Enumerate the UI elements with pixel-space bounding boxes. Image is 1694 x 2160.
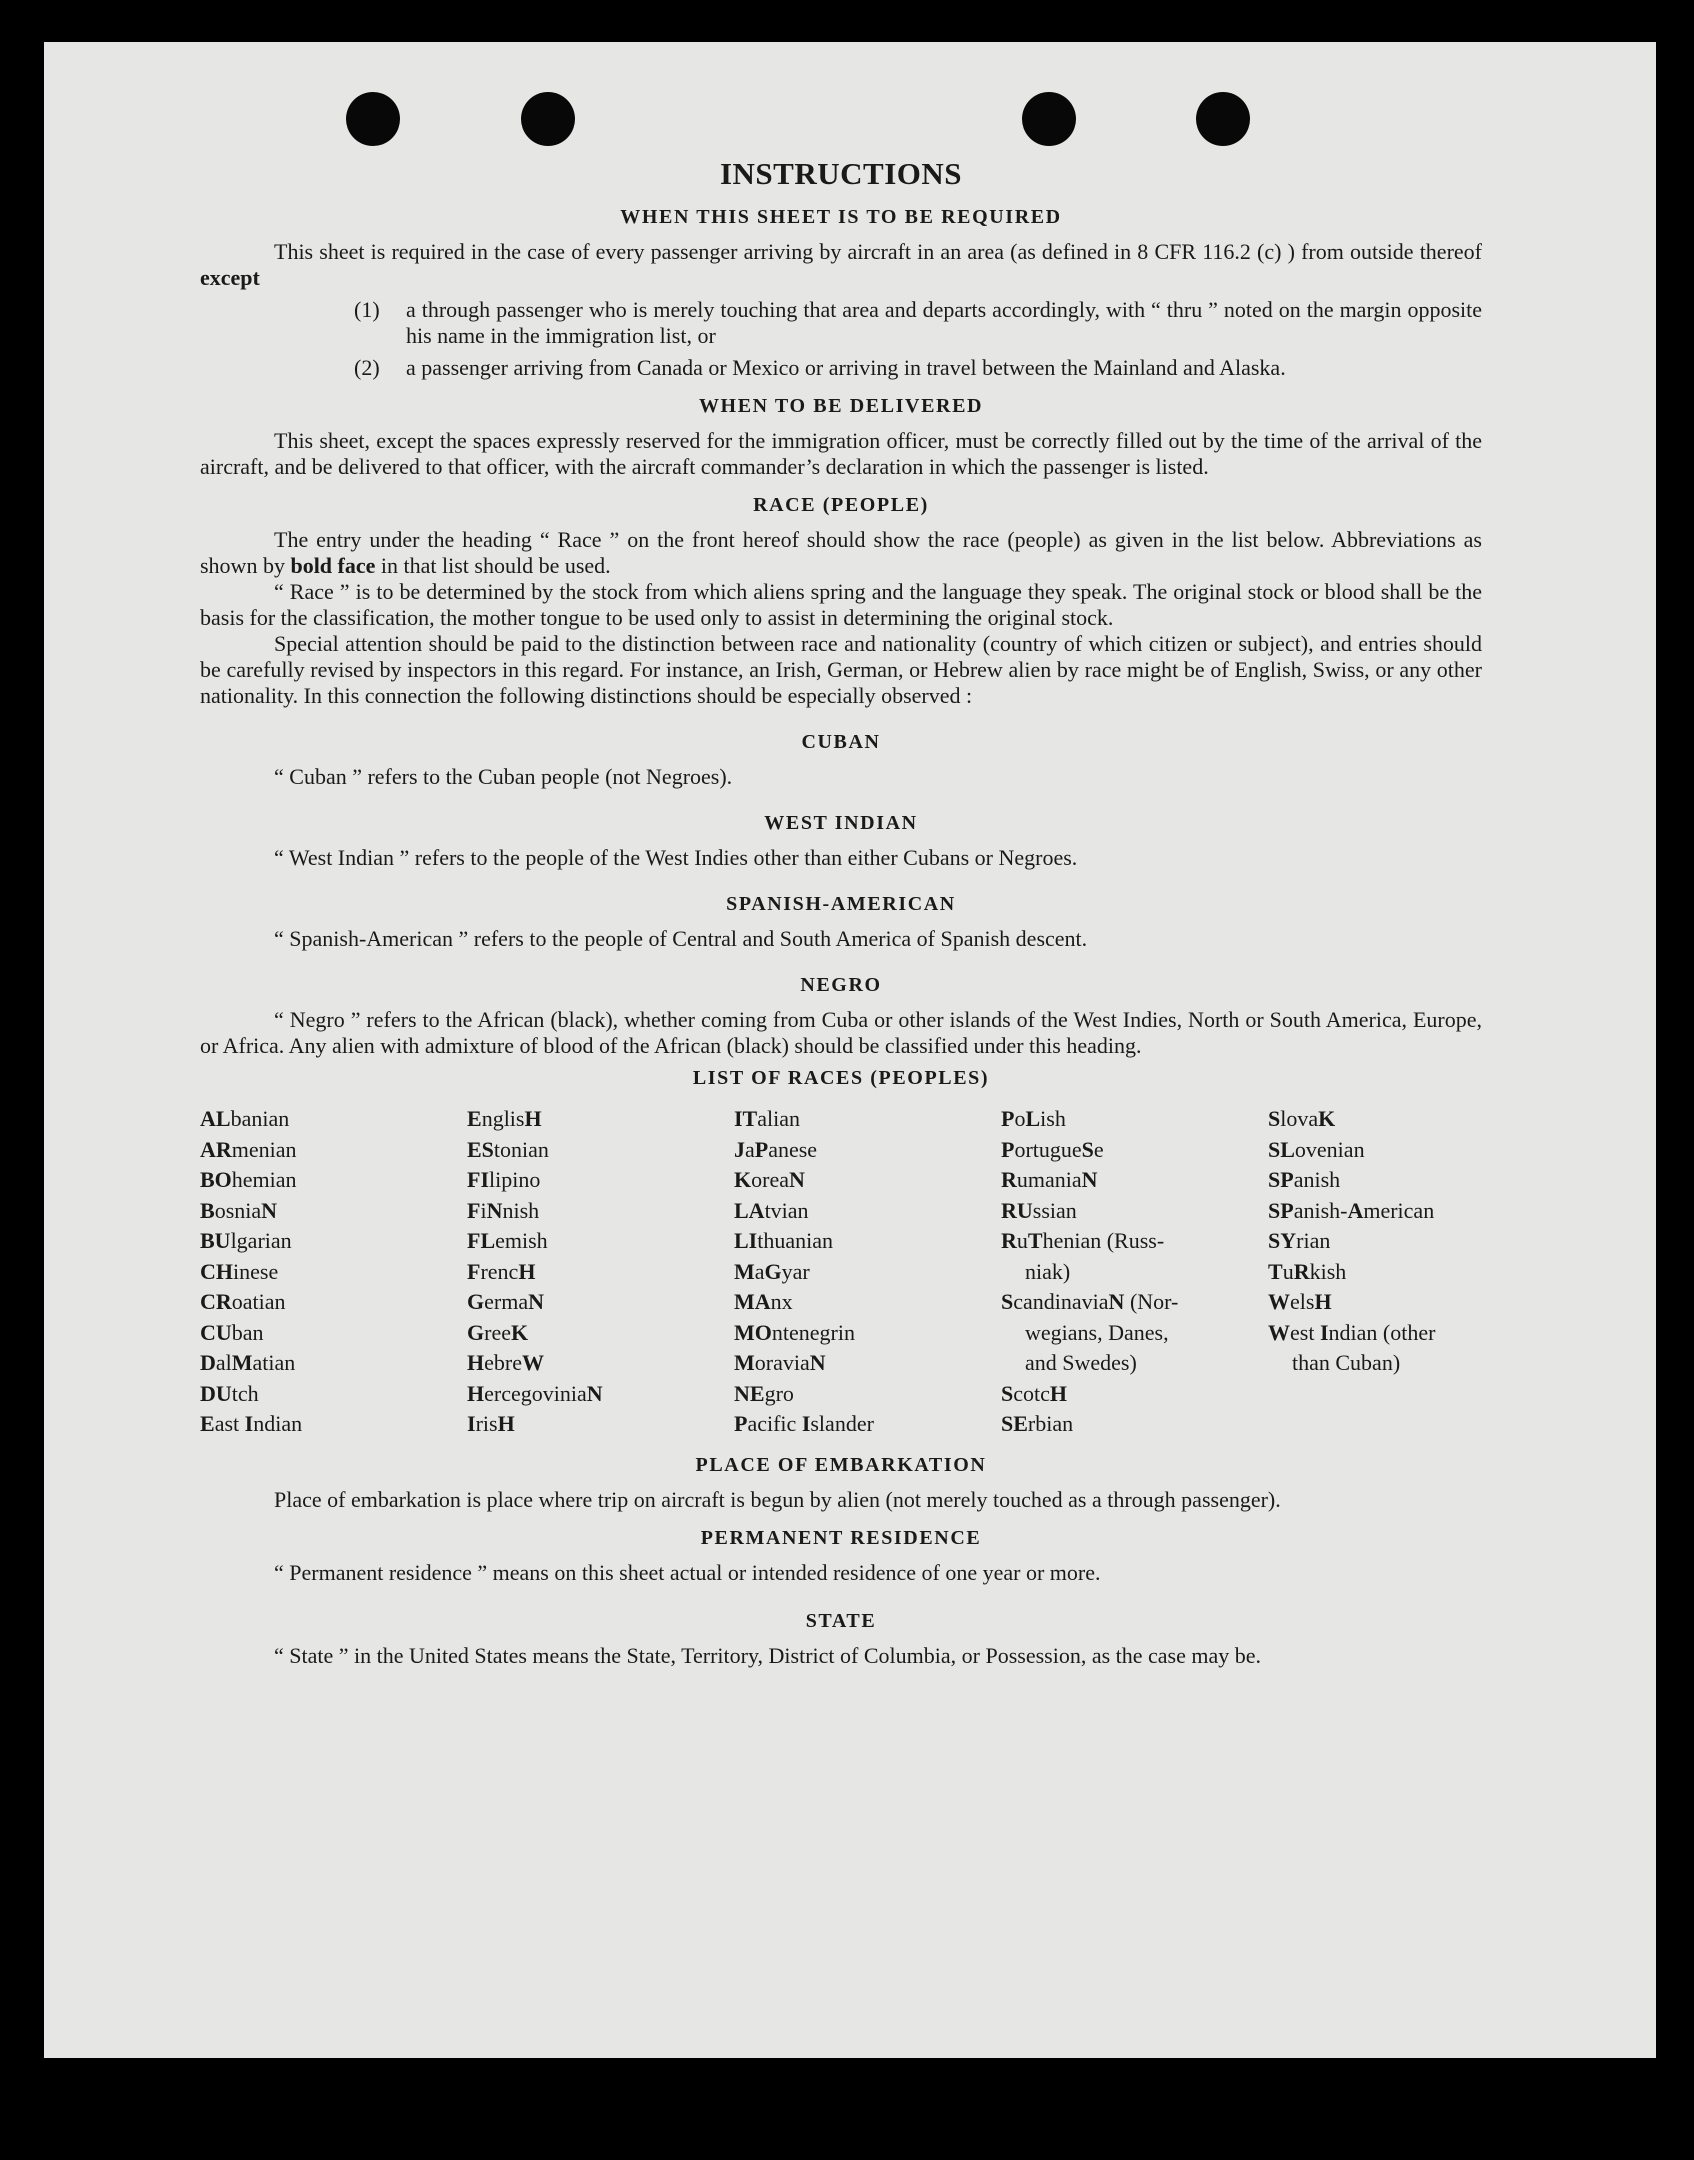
- race-abbreviation: F: [467, 1258, 481, 1284]
- race-entry: [200, 1104, 467, 1135]
- race-entry: [1268, 1135, 1482, 1166]
- race-text: al: [215, 1350, 232, 1375]
- race-text: and Swedes): [1025, 1350, 1137, 1375]
- race-entry: [734, 1226, 1001, 1257]
- race-column: [1268, 1104, 1482, 1440]
- section-heading-required: WHEN THIS SHEET IS TO BE REQUIRED: [620, 206, 1062, 228]
- race-text: hemian: [231, 1167, 297, 1192]
- race-text: alian: [757, 1106, 801, 1131]
- race-abbreviation: N: [586, 1380, 603, 1406]
- race-entry: [1268, 1165, 1482, 1196]
- race-entry: [467, 1348, 734, 1379]
- race-abbreviation: H: [518, 1258, 536, 1284]
- race-text: ortugue: [1014, 1136, 1082, 1162]
- emphasis-bold-face: bold face: [290, 553, 376, 578]
- race-text: oatian: [231, 1289, 286, 1314]
- race-text: ban: [231, 1319, 264, 1345]
- race-entry: [200, 1135, 467, 1166]
- race-abbreviation: MA: [734, 1289, 771, 1314]
- item-text: a through passenger who is merely touching that area and departs accordingly, with “ thru ” noted on the margin opposite his name in the immigration list, or: [406, 297, 1482, 348]
- section-heading-race: RACE (PEOPLE): [753, 494, 929, 516]
- race-text: e: [1093, 1136, 1104, 1162]
- race-abbreviation: N: [788, 1167, 805, 1192]
- race-abbreviation: H: [524, 1106, 542, 1131]
- race-abbreviation: I: [1319, 1319, 1329, 1345]
- race-text: ast: [214, 1411, 245, 1436]
- race-column: [200, 1104, 467, 1440]
- race-entry: [1268, 1287, 1482, 1318]
- race-entry: [467, 1287, 734, 1318]
- race-text: rian: [1296, 1228, 1331, 1253]
- race-abbreviation: E: [467, 1106, 482, 1131]
- paragraph-negro: “ Negro ” refers to the African (black), whether coming from Cuba or other islands of the West Indies, North or South America, Europe, or Africa. Any alien with admixture of blood of the African (black) should be classified under this heading.: [200, 1007, 1482, 1058]
- race-entry: [734, 1379, 1001, 1410]
- race-entry: [467, 1379, 734, 1410]
- race-abbreviation: S: [1081, 1136, 1094, 1162]
- race-abbreviation: H: [1049, 1380, 1068, 1406]
- race-text: tvian: [764, 1197, 809, 1223]
- race-entry: [467, 1409, 734, 1440]
- emphasis-except: except: [200, 265, 260, 290]
- race-text: erma: [484, 1289, 529, 1314]
- race-entry: [467, 1104, 734, 1135]
- race-abbreviation: S: [1001, 1380, 1014, 1406]
- race-text: ish: [1040, 1106, 1066, 1131]
- race-abbreviation: P: [734, 1411, 748, 1436]
- race-abbreviation: E: [200, 1411, 215, 1436]
- race-abbreviation: AR: [200, 1136, 232, 1162]
- race-text: ndian: [253, 1411, 303, 1436]
- race-text: merican: [1363, 1197, 1435, 1223]
- race-abbreviation: N: [528, 1289, 544, 1314]
- race-abbreviation: M: [231, 1350, 253, 1375]
- race-text: kish: [1309, 1258, 1347, 1284]
- race-entry: [734, 1287, 1001, 1318]
- race-abbreviation: W: [521, 1350, 544, 1375]
- race-text: wegians, Danes,: [1025, 1319, 1169, 1345]
- section-heading-residence: PERMANENT RESIDENCE: [700, 1526, 982, 1549]
- race-entry: [200, 1318, 467, 1349]
- race-text: tonian: [493, 1136, 549, 1162]
- section-heading-negro: NEGRO: [800, 974, 882, 996]
- paragraph-race-2: “ Race ” is to be determined by the stock from which aliens spring and the language they speak. The original stock or blood shall be the basis for the classification, the mother tongue to be used only to assist in determining the original stock.: [200, 579, 1482, 630]
- race-text: banian: [230, 1106, 290, 1131]
- race-text: lgarian: [230, 1228, 292, 1253]
- race-entry: [734, 1104, 1001, 1135]
- race-abbreviation: AL: [200, 1106, 231, 1131]
- race-abbreviation: T: [1268, 1258, 1283, 1284]
- race-abbreviation: N: [261, 1197, 278, 1223]
- race-abbreviation: ES: [467, 1136, 494, 1162]
- race-abbreviation: DU: [200, 1380, 232, 1406]
- race-text: niak): [1025, 1258, 1071, 1284]
- race-entry: [200, 1287, 467, 1318]
- section-heading-west-indian: WEST INDIAN: [764, 812, 918, 834]
- race-abbreviation: S: [1001, 1289, 1014, 1314]
- race-abbreviation: R: [1001, 1167, 1017, 1192]
- punch-hole: [1196, 92, 1250, 146]
- race-abbreviation: P: [1001, 1136, 1015, 1162]
- race-abbreviation: P: [1001, 1106, 1015, 1131]
- race-abbreviation: W: [1268, 1319, 1290, 1345]
- race-column: [467, 1104, 734, 1440]
- race-abbreviation: H: [1314, 1289, 1332, 1314]
- race-abbreviation: RU: [1001, 1197, 1033, 1223]
- race-abbreviation: P: [754, 1136, 769, 1162]
- race-text: candinavia: [1013, 1289, 1109, 1314]
- race-text: a: [754, 1258, 765, 1284]
- race-abbreviation: M: [734, 1258, 755, 1284]
- race-abbreviation: G: [467, 1319, 485, 1345]
- race-abbreviation: H: [497, 1411, 515, 1436]
- race-abbreviation: BU: [200, 1228, 231, 1253]
- race-entry: [734, 1318, 1001, 1349]
- race-text: rbian: [1027, 1411, 1074, 1436]
- race-entry: [467, 1226, 734, 1257]
- race-abbreviation: G: [764, 1258, 782, 1284]
- race-column: [1001, 1104, 1268, 1440]
- race-entry: [734, 1409, 1001, 1440]
- paragraph-text: The entry under the heading “ Race ” on the front hereof should show the race (people) as given in the list below. Abbreviations as shown by: [200, 527, 1482, 578]
- punch-hole: [1022, 92, 1076, 146]
- race-entry: [1268, 1226, 1482, 1257]
- race-entry: [1268, 1257, 1482, 1288]
- paragraph-required: [200, 239, 1482, 291]
- race-text: u: [1016, 1228, 1028, 1253]
- race-abbreviation: NE: [734, 1380, 765, 1406]
- race-abbreviation: B: [200, 1197, 215, 1223]
- race-text: nx: [770, 1289, 793, 1314]
- page-title: INSTRUCTIONS: [719, 156, 962, 191]
- race-text: than Cuban): [1292, 1350, 1401, 1375]
- race-entry: [1268, 1196, 1482, 1227]
- race-entry: [734, 1135, 1001, 1166]
- race-text: ndian (other: [1328, 1319, 1436, 1345]
- race-abbreviation: CH: [200, 1258, 233, 1284]
- race-text: ree: [484, 1319, 511, 1345]
- numbered-item-1: [354, 297, 1482, 349]
- race-text: ovenian: [1294, 1136, 1365, 1162]
- race-text: cotc: [1013, 1380, 1050, 1406]
- race-entry: [1001, 1318, 1268, 1349]
- race-text: nish: [502, 1197, 540, 1223]
- race-entry: [1001, 1409, 1268, 1440]
- race-abbreviation: CR: [200, 1289, 232, 1314]
- race-text: emish: [495, 1228, 548, 1253]
- race-text: o: [1014, 1106, 1026, 1131]
- race-abbreviation: LA: [734, 1197, 765, 1223]
- item-number: (2): [354, 355, 380, 380]
- race-text: oravia: [754, 1350, 810, 1375]
- race-abbreviation: I: [467, 1411, 476, 1436]
- race-entry: [467, 1135, 734, 1166]
- race-entry: [1001, 1348, 1268, 1379]
- race-abbreviation: H: [467, 1380, 485, 1406]
- paragraph-delivered: This sheet, except the spaces expressly reserved for the immigration officer, must be correctly filled out by the time of the arrival of the aircraft, and be delivered to that officer, with the aircraft commander’s declaration in which the passenger is listed.: [200, 428, 1482, 479]
- race-abbreviation: G: [467, 1289, 485, 1314]
- races-list: [200, 1104, 1482, 1440]
- race-abbreviation: T: [1027, 1228, 1043, 1253]
- race-entry: [1001, 1104, 1268, 1135]
- race-abbreviation: L: [1025, 1106, 1041, 1131]
- race-text: menian: [231, 1136, 297, 1162]
- race-abbreviation: F: [467, 1197, 481, 1223]
- race-entry: [200, 1348, 467, 1379]
- race-text: anese: [768, 1136, 818, 1162]
- race-abbreviation: R: [1001, 1228, 1017, 1253]
- race-entry: [200, 1196, 467, 1227]
- race-abbreviation: MO: [734, 1319, 772, 1345]
- race-abbreviation: D: [200, 1350, 216, 1375]
- race-text: a: [745, 1136, 755, 1162]
- race-entry: [467, 1165, 734, 1196]
- paragraph-race-3: Special attention should be paid to the distinction between race and nationality (country of which citizen or subject), and entries should be carefully revised by inspectors in this regard. For instance, an Irish, German, or Hebrew alien by race might be of English, Swiss, or any other nationality. In this connection the following distinctions should be especially observed :: [200, 631, 1482, 708]
- race-text: ssian: [1032, 1197, 1077, 1223]
- race-text: u: [1282, 1258, 1294, 1284]
- race-abbreviation: SP: [1268, 1197, 1294, 1223]
- race-text: ris: [475, 1411, 498, 1436]
- race-text: ercegovinia: [484, 1380, 587, 1406]
- race-entry: [1001, 1226, 1268, 1257]
- race-text: inese: [233, 1258, 279, 1284]
- section-heading-spanish-american: SPANISH-AMERICAN: [726, 893, 956, 915]
- section-heading-list-of-races: LIST OF RACES (PEOPLES): [692, 1067, 990, 1089]
- paragraph-state: “ State ” in the United States means the State, Territory, District of Columbia, or Possession, as the case may be.: [274, 1642, 1262, 1668]
- race-entry: [1268, 1348, 1482, 1379]
- race-abbreviation: SL: [1268, 1136, 1295, 1162]
- race-text: nglis: [481, 1106, 525, 1131]
- race-text: henian (Russ-: [1042, 1228, 1165, 1253]
- race-text: lipino: [489, 1167, 541, 1192]
- race-entry: [734, 1196, 1001, 1227]
- race-entry: [1001, 1165, 1268, 1196]
- race-column: [734, 1104, 1001, 1440]
- race-text: i: [480, 1197, 487, 1223]
- paragraph-spanish-american: “ Spanish-American ” refers to the people of Central and South America of Spanish descent.: [274, 926, 1088, 951]
- paragraph-west-indian: “ West Indian ” refers to the people of the West Indies other than either Cubans or Negroes.: [274, 845, 1078, 870]
- punch-hole: [521, 92, 575, 146]
- race-abbreviation: K: [510, 1319, 529, 1345]
- race-abbreviation: BO: [200, 1167, 232, 1192]
- race-text: slander: [810, 1411, 874, 1436]
- race-entry: [1268, 1104, 1482, 1135]
- paragraph-race-1: [200, 527, 1482, 579]
- race-entry: [1001, 1257, 1268, 1288]
- race-abbreviation: N: [1081, 1167, 1098, 1192]
- paragraph-cuban: “ Cuban ” refers to the Cuban people (not Negroes).: [274, 764, 733, 789]
- race-text: yar: [781, 1258, 810, 1284]
- race-abbreviation: M: [734, 1350, 755, 1375]
- race-abbreviation: FL: [467, 1228, 496, 1253]
- section-heading-embarkation: PLACE OF EMBARKATION: [695, 1453, 987, 1476]
- paragraph-embarkation: Place of embarkation is place where trip on aircraft is begun by alien (not merely touched as a through passenger).: [274, 1486, 1281, 1512]
- race-text: umania: [1016, 1167, 1082, 1192]
- race-entry: [1001, 1287, 1268, 1318]
- race-text: osnia: [214, 1197, 262, 1223]
- race-text: anish-: [1293, 1197, 1348, 1223]
- race-abbreviation: SE: [1001, 1411, 1028, 1436]
- race-text: acific: [747, 1411, 802, 1436]
- race-abbreviation: H: [467, 1350, 485, 1375]
- section-heading-delivered: WHEN TO BE DELIVERED: [698, 395, 984, 417]
- item-number: (1): [354, 297, 380, 322]
- numbered-item-2: [354, 355, 1482, 381]
- race-text: anish: [1293, 1167, 1341, 1192]
- race-entry: [1268, 1318, 1482, 1349]
- race-text: atian: [252, 1350, 296, 1375]
- race-text: est: [1290, 1319, 1320, 1345]
- race-abbreviation: A: [1347, 1197, 1364, 1223]
- race-entry: [200, 1379, 467, 1410]
- race-entry: [200, 1257, 467, 1288]
- race-entry: [734, 1165, 1001, 1196]
- race-text: els: [1290, 1289, 1315, 1314]
- race-entry: [467, 1318, 734, 1349]
- race-entry: [734, 1348, 1001, 1379]
- race-entry: [1001, 1135, 1268, 1166]
- race-entry: [1001, 1196, 1268, 1227]
- race-text: ebre: [484, 1350, 522, 1375]
- race-abbreviation: R: [1293, 1258, 1310, 1284]
- race-entry: [200, 1165, 467, 1196]
- race-entry: [734, 1257, 1001, 1288]
- race-text: (Nor-: [1124, 1289, 1179, 1314]
- race-abbreviation: N: [486, 1197, 503, 1223]
- race-abbreviation: FI: [467, 1167, 489, 1192]
- race-abbreviation: K: [1318, 1106, 1336, 1131]
- race-text: lova: [1280, 1106, 1319, 1131]
- section-heading-cuban: CUBAN: [801, 731, 881, 753]
- race-abbreviation: LI: [734, 1228, 758, 1253]
- race-entry: [467, 1196, 734, 1227]
- race-text: tch: [231, 1380, 259, 1406]
- race-text: gro: [764, 1380, 794, 1406]
- race-entry: [200, 1226, 467, 1257]
- race-abbreviation: N: [1108, 1289, 1125, 1314]
- race-text: renc: [480, 1258, 519, 1284]
- race-abbreviation: I: [244, 1411, 254, 1436]
- race-abbreviation: W: [1268, 1289, 1290, 1314]
- race-abbreviation: I: [801, 1411, 811, 1436]
- race-text: ntenegrin: [771, 1319, 855, 1345]
- instructions-content: [200, 150, 1482, 1669]
- race-abbreviation: N: [809, 1350, 826, 1375]
- race-abbreviation: IT: [734, 1106, 758, 1131]
- race-entry: [1001, 1379, 1268, 1410]
- paragraph-text: in that list should be used.: [380, 553, 611, 578]
- punch-hole: [346, 92, 400, 146]
- race-abbreviation: S: [1268, 1106, 1281, 1131]
- race-entry: [467, 1257, 734, 1288]
- race-abbreviation: CU: [200, 1319, 232, 1345]
- race-abbreviation: K: [734, 1167, 752, 1192]
- race-text: orea: [751, 1167, 789, 1192]
- paragraph-text: This sheet is required in the case of every passenger arriving by aircraft in an area (as defined in 8 CFR 116.2 (c) ) from outside thereof: [274, 239, 1482, 264]
- section-heading-state: STATE: [805, 1609, 877, 1632]
- race-abbreviation: SP: [1268, 1167, 1294, 1192]
- item-text: a passenger arriving from Canada or Mexico or arriving in travel between the Mainland and Alaska.: [406, 355, 1286, 380]
- race-abbreviation: SY: [1268, 1228, 1297, 1253]
- race-text: thuanian: [757, 1228, 834, 1253]
- race-abbreviation: J: [734, 1136, 745, 1162]
- paragraph-residence: “ Permanent residence ” means on this sheet actual or intended residence of one year or more.: [274, 1559, 1101, 1585]
- race-entry: [200, 1409, 467, 1440]
